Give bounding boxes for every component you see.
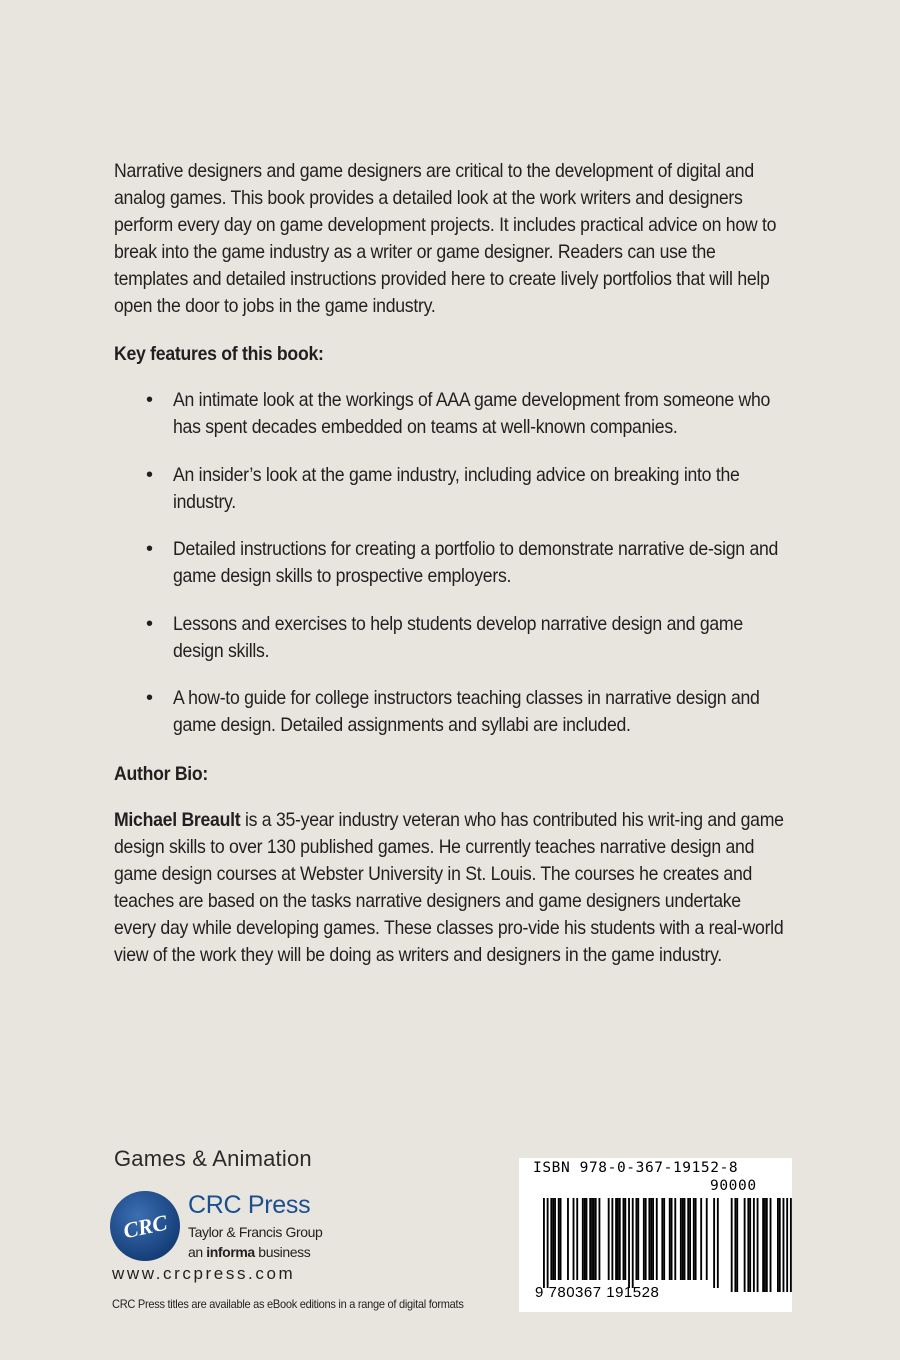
addon-bar: [734, 1198, 736, 1292]
barcode-bar: [674, 1198, 676, 1280]
author-bio-text: is a 35-year industry veteran who has contributed his writ-ing and game design skills to over 130 published games. He currently teaches narrative design and game design courses at Webster University in St. Louis. The courses he creates and teaches are based on the tasks narrative designers and game designers undertake every day while developing games. These classes pro-vide his students with a real-world view of the work they will be doing as writers and designers in the game industry.: [114, 810, 784, 966]
barcode-bar: [584, 1198, 586, 1280]
publisher-informa: [188, 1244, 310, 1260]
bullet-icon: •: [146, 687, 153, 709]
addon-bar: [731, 1198, 733, 1292]
barcode-bar: [558, 1198, 560, 1280]
publisher-url[interactable]: www.crcpress.com: [112, 1264, 296, 1283]
barcode-bar: [656, 1198, 658, 1280]
price-code: 90000: [710, 1178, 757, 1194]
informa-suffix: business: [254, 1244, 311, 1260]
addon-bar: [790, 1198, 792, 1292]
barcode-bar: [680, 1198, 682, 1280]
barcode-bar: [671, 1198, 673, 1280]
bullet-icon: •: [146, 464, 153, 486]
barcode-bar: [552, 1198, 554, 1280]
addon-bar: [770, 1198, 772, 1292]
bullet-icon: •: [146, 389, 153, 411]
addon-bar: [744, 1198, 746, 1292]
barcode-bar: [643, 1198, 645, 1280]
barcode-bar: [650, 1198, 652, 1280]
informa-prefix: an: [188, 1244, 207, 1260]
addon-bar: [786, 1198, 788, 1292]
barcode-bar: [693, 1198, 695, 1280]
bullet-icon: •: [146, 613, 153, 635]
barcode-bar: [663, 1198, 665, 1280]
crc-logo-icon: [109, 1190, 181, 1262]
addon-bar: [764, 1198, 766, 1292]
addon-bar: [766, 1198, 768, 1292]
features-heading: Key features of this book:: [114, 344, 324, 365]
barcode-bar: [687, 1198, 689, 1280]
barcode-bar: [689, 1198, 691, 1280]
barcode-bar: [648, 1198, 650, 1280]
barcode-bar: [576, 1198, 578, 1280]
barcode-bar: [573, 1198, 575, 1280]
barcode-bar: [636, 1198, 638, 1280]
barcode-bar: [619, 1198, 621, 1280]
addon-bar: [753, 1198, 755, 1292]
barcode-bar: [623, 1198, 625, 1280]
crc-logo-text: CRC: [120, 1209, 170, 1244]
barcode-bar: [567, 1198, 569, 1280]
barcode-bar: [615, 1198, 617, 1280]
barcode-box: [519, 1158, 792, 1312]
barcode-bar: [554, 1198, 556, 1280]
barcode-bar: [595, 1198, 597, 1280]
barcode-bar: [611, 1198, 613, 1280]
addon-bar: [777, 1198, 779, 1292]
barcode-bar: [682, 1198, 684, 1280]
feature-text: An insider’s look at the game industry, including advice on breaking into the industry.: [173, 465, 740, 513]
feature-text: Lessons and exercises to help students develop narrative design and game design skills.: [173, 614, 743, 662]
barcode-digits: 9 780367 191528: [535, 1284, 660, 1301]
addon-bar: [783, 1198, 785, 1292]
addon-bar: [779, 1198, 781, 1292]
barcode-bar: [547, 1198, 549, 1288]
barcode-bar: [586, 1198, 588, 1280]
feature-text: A how-to guide for college instructors teaching classes in narrative design and game design. Detailed assignments and syllabi are included.: [173, 688, 760, 736]
barcode-bar: [669, 1198, 671, 1280]
barcode-bar: [706, 1198, 708, 1280]
barcode-bar: [645, 1198, 647, 1280]
barcode-bar: [593, 1198, 595, 1280]
barcode-bar: [637, 1198, 639, 1280]
barcode-bar: [591, 1198, 593, 1280]
bullet-icon: •: [146, 538, 153, 560]
barcode-bar: [543, 1198, 545, 1288]
barcode-bar: [560, 1198, 562, 1280]
publisher-name: CRC Press: [188, 1191, 311, 1219]
barcode-bar: [652, 1198, 654, 1280]
barcode-bar: [624, 1198, 626, 1280]
category-label: Games & Animation: [114, 1146, 312, 1171]
author-name: Michael Breault: [114, 810, 241, 831]
feature-text: An intimate look at the workings of AAA game development from someone who has spent decades embedded on teams at well-known companies.: [173, 390, 771, 438]
isbn-label: ISBN 978-0-367-19152-8: [533, 1160, 739, 1176]
feature-text: Detailed instructions for creating a portfolio to demonstrate narrative de-sign and game design skills to prospective employers.: [173, 539, 779, 587]
addon-bar: [757, 1198, 759, 1292]
barcode-bar: [632, 1198, 634, 1288]
barcode-bar: [713, 1198, 715, 1288]
barcode-bar: [599, 1198, 601, 1280]
barcode-bar: [700, 1198, 702, 1280]
barcode-bar: [717, 1198, 719, 1288]
barcode-bar: [550, 1198, 552, 1280]
barcode-bar: [617, 1198, 619, 1280]
barcode-bar: [661, 1198, 663, 1280]
barcode-bar: [628, 1198, 630, 1288]
addon-bar: [747, 1198, 749, 1292]
ebook-note: CRC Press titles are available as eBook editions in a range of digital formats: [112, 1297, 464, 1311]
informa-bold: informa: [206, 1244, 255, 1260]
publisher-group: Taylor & Francis Group: [188, 1224, 323, 1240]
author-bio: [114, 807, 784, 969]
barcode-bar: [589, 1198, 591, 1280]
addon-bar: [749, 1198, 751, 1292]
intro-paragraph: Narrative designers and game designers are critical to the development of digital and analog games. This book provides a detailed look at the work writers and designers perform every day on game development projects. It includes practical advice on how to break into the game industry as a writer or game designer. Readers can use the templates and detailed instructions provided here to create lively portfolios that will help open the door to jobs in the game industry.: [114, 161, 777, 317]
barcode-bar: [684, 1198, 686, 1280]
barcode-bar: [695, 1198, 697, 1280]
author-bio-heading: Author Bio:: [114, 764, 209, 785]
addon-bar: [762, 1198, 764, 1292]
barcode-bar: [608, 1198, 610, 1280]
addon-bar: [736, 1198, 738, 1292]
barcode-bar: [582, 1198, 584, 1280]
